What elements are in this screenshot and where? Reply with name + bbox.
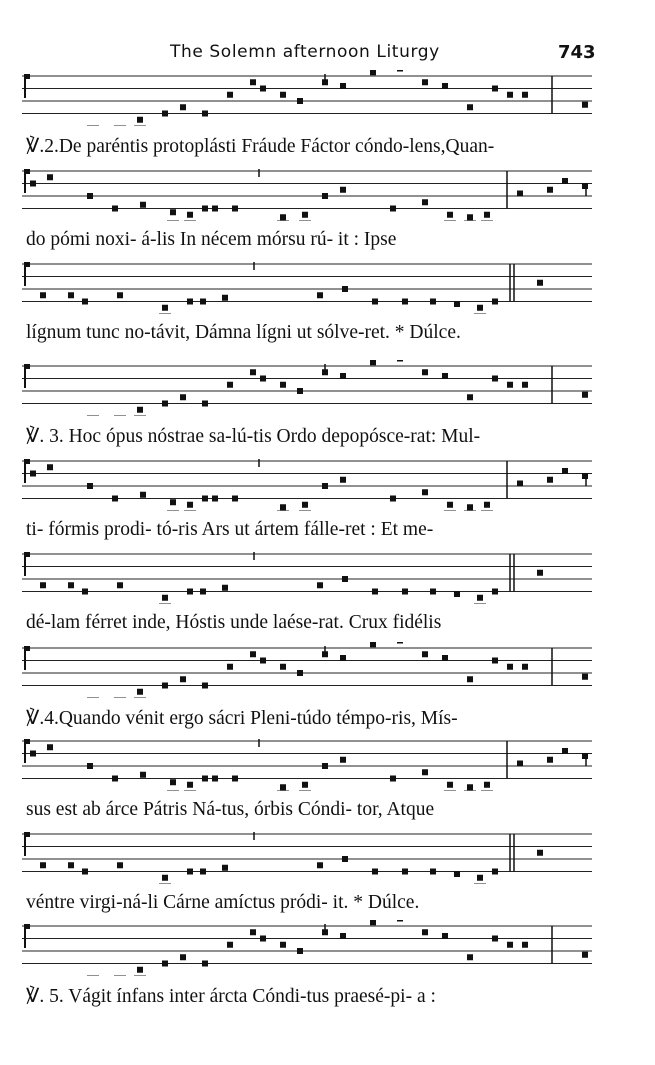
neume xyxy=(162,961,168,967)
lyric-line: sus est ab árce Pátris Ná-tus, órbis Cóndi- tor, Atque xyxy=(26,799,435,820)
neume xyxy=(547,187,553,193)
neume xyxy=(297,388,303,394)
neume xyxy=(370,920,376,925)
neume xyxy=(454,591,460,597)
neume xyxy=(260,86,266,92)
neume xyxy=(582,102,588,108)
neume xyxy=(140,492,146,498)
neume xyxy=(68,582,74,588)
neume xyxy=(492,869,498,875)
neume xyxy=(517,761,523,767)
neume xyxy=(402,589,408,595)
neume xyxy=(507,382,513,388)
neume xyxy=(422,769,428,775)
running-title: The Solemn afternoon Liturgy xyxy=(170,42,440,62)
neume xyxy=(297,948,303,954)
neume xyxy=(397,920,403,922)
staff xyxy=(22,828,592,884)
neume xyxy=(162,683,168,689)
neume xyxy=(484,502,490,508)
neume xyxy=(187,589,193,595)
neume xyxy=(250,369,256,375)
neume xyxy=(317,582,323,588)
neume xyxy=(47,464,53,470)
neume xyxy=(372,869,378,875)
neume xyxy=(467,104,473,110)
neume xyxy=(422,651,428,657)
c-clef-icon xyxy=(24,169,30,193)
neume xyxy=(232,206,238,212)
neume xyxy=(467,676,473,682)
neume xyxy=(117,582,123,588)
neume xyxy=(342,856,348,862)
neume xyxy=(222,865,228,871)
neume xyxy=(260,658,266,664)
neume xyxy=(467,954,473,960)
neume xyxy=(137,407,143,413)
neume xyxy=(422,489,428,495)
neume xyxy=(302,782,308,788)
neume xyxy=(212,776,218,782)
c-clef-icon xyxy=(24,364,30,388)
staff xyxy=(22,258,592,314)
neume xyxy=(507,664,513,670)
neume xyxy=(260,936,266,942)
neume xyxy=(112,776,118,782)
neume xyxy=(162,111,168,117)
neume xyxy=(372,299,378,305)
neume xyxy=(302,212,308,218)
neume xyxy=(547,477,553,483)
neume xyxy=(250,929,256,935)
staff xyxy=(22,70,592,126)
neume xyxy=(200,589,206,595)
neume xyxy=(322,763,328,769)
neume xyxy=(422,369,428,375)
neume xyxy=(484,212,490,218)
neume xyxy=(492,589,498,595)
neume xyxy=(187,299,193,305)
neume xyxy=(280,664,286,670)
neume xyxy=(202,776,208,782)
neume xyxy=(317,862,323,868)
neume xyxy=(492,86,498,92)
neume xyxy=(180,676,186,682)
neume xyxy=(170,779,176,785)
neume xyxy=(402,869,408,875)
neume xyxy=(250,79,256,85)
neume xyxy=(260,376,266,382)
neume xyxy=(522,92,528,98)
neume xyxy=(507,942,513,948)
neume xyxy=(112,206,118,212)
staff xyxy=(22,455,592,511)
neume xyxy=(397,642,403,644)
neume xyxy=(40,292,46,298)
neume xyxy=(477,595,483,601)
neume xyxy=(517,481,523,487)
neume xyxy=(422,199,428,205)
neume xyxy=(390,206,396,212)
neume xyxy=(442,373,448,379)
lyric-line: ℣.2.De paréntis protoplásti Fráude Fáctor cóndo-lens,Quan- xyxy=(26,136,495,157)
neume xyxy=(87,483,93,489)
lyric-line: ℣. 5. Vágit ínfans inter árcta Cóndi-tus praesé-pi- a : xyxy=(26,986,436,1007)
neume xyxy=(447,502,453,508)
neume xyxy=(447,782,453,788)
neume xyxy=(397,360,403,362)
neume xyxy=(582,392,588,398)
lyric-line: do pómi noxi- á-lis In nécem mórsu rú- it : Ipse xyxy=(26,229,397,250)
neume xyxy=(202,496,208,502)
neume xyxy=(467,214,473,220)
staff xyxy=(22,360,592,416)
lyric-line: véntre virgi-ná-li Cárne amíctus pródi- it. * Dúlce. xyxy=(26,892,420,913)
neume xyxy=(547,757,553,763)
neume xyxy=(162,401,168,407)
neume xyxy=(537,280,543,286)
neume xyxy=(340,757,346,763)
neume xyxy=(430,299,436,305)
neume xyxy=(222,295,228,301)
lyric-line: ti- fórmis prodi- tó-ris Ars ut ártem fálle-ret : Et me- xyxy=(26,519,434,540)
neume xyxy=(477,305,483,311)
neume xyxy=(562,178,568,184)
neume xyxy=(140,202,146,208)
neume xyxy=(170,209,176,215)
neume xyxy=(212,206,218,212)
c-clef-icon xyxy=(24,74,30,98)
neume xyxy=(232,496,238,502)
neume xyxy=(170,499,176,505)
neume xyxy=(180,104,186,110)
neume xyxy=(250,651,256,657)
neume xyxy=(422,79,428,85)
c-clef-icon xyxy=(24,262,30,286)
c-clef-icon xyxy=(24,646,30,670)
neume xyxy=(442,933,448,939)
neume xyxy=(522,942,528,948)
neume xyxy=(30,751,36,757)
neume xyxy=(340,655,346,661)
neume xyxy=(280,504,286,510)
neume xyxy=(68,292,74,298)
neume xyxy=(162,305,168,311)
neume xyxy=(200,869,206,875)
neume xyxy=(68,862,74,868)
neume xyxy=(454,871,460,877)
neume xyxy=(187,212,193,218)
neume xyxy=(137,689,143,695)
neume xyxy=(582,674,588,680)
neume xyxy=(187,782,193,788)
staff xyxy=(22,165,592,221)
neume xyxy=(40,582,46,588)
neume xyxy=(562,748,568,754)
neume xyxy=(442,655,448,661)
neume xyxy=(582,473,588,479)
neume xyxy=(507,92,513,98)
neume xyxy=(342,286,348,292)
neume xyxy=(297,98,303,104)
c-clef-icon xyxy=(24,552,30,576)
neume xyxy=(370,642,376,647)
neume xyxy=(492,376,498,382)
neume xyxy=(582,753,588,759)
neume xyxy=(454,301,460,307)
c-clef-icon xyxy=(24,459,30,483)
neume xyxy=(562,468,568,474)
neume xyxy=(317,292,323,298)
neume xyxy=(180,394,186,400)
neume xyxy=(492,299,498,305)
neume xyxy=(227,942,233,948)
c-clef-icon xyxy=(24,924,30,948)
neume xyxy=(202,401,208,407)
neume xyxy=(202,961,208,967)
neume xyxy=(180,954,186,960)
neume xyxy=(280,214,286,220)
neume xyxy=(484,782,490,788)
neume xyxy=(280,92,286,98)
lyric-line: ℣.4.Quando vénit ergo sácri Pleni-túdo témpo-ris, Mís- xyxy=(26,708,458,729)
neume xyxy=(340,477,346,483)
neume xyxy=(140,772,146,778)
page-header xyxy=(0,42,655,68)
neume xyxy=(340,933,346,939)
neume xyxy=(340,187,346,193)
neume xyxy=(202,111,208,117)
neume xyxy=(537,850,543,856)
c-clef-icon xyxy=(24,832,30,856)
neume xyxy=(222,585,228,591)
neume xyxy=(537,570,543,576)
neume xyxy=(517,191,523,197)
neume xyxy=(87,193,93,199)
neume xyxy=(372,589,378,595)
neume xyxy=(280,784,286,790)
neume xyxy=(322,483,328,489)
neume xyxy=(467,784,473,790)
neume xyxy=(47,174,53,180)
neume xyxy=(212,496,218,502)
neume xyxy=(370,70,376,75)
neume xyxy=(227,382,233,388)
neume xyxy=(187,502,193,508)
neume xyxy=(117,292,123,298)
neume xyxy=(82,589,88,595)
neume xyxy=(137,967,143,973)
neume xyxy=(200,299,206,305)
neume xyxy=(87,763,93,769)
neume xyxy=(422,929,428,935)
neume xyxy=(227,92,233,98)
c-clef-icon xyxy=(24,739,30,763)
neume xyxy=(492,936,498,942)
neume xyxy=(162,595,168,601)
neume xyxy=(40,862,46,868)
neume xyxy=(442,83,448,89)
neume xyxy=(467,504,473,510)
lyric-line: lígnum tunc no-távit, Dámna lígni ut sólve-ret. * Dúlce. xyxy=(26,322,461,343)
neume xyxy=(280,942,286,948)
neume xyxy=(30,471,36,477)
neume xyxy=(297,670,303,676)
neume xyxy=(82,299,88,305)
neume xyxy=(430,869,436,875)
neume xyxy=(467,394,473,400)
staff xyxy=(22,642,592,698)
neume xyxy=(187,869,193,875)
neume xyxy=(492,658,498,664)
neume xyxy=(202,683,208,689)
neume xyxy=(82,869,88,875)
neume xyxy=(340,373,346,379)
lyric-line: ℣. 3. Hoc ópus nóstrae sa-lú-tis Ordo depopósce-rat: Mul- xyxy=(26,426,481,447)
neume xyxy=(402,299,408,305)
neume xyxy=(322,193,328,199)
lyric-line: dé-lam férret inde, Hóstis unde laése-rat. Crux fidélis xyxy=(26,612,442,633)
page-number: 743 xyxy=(558,42,596,63)
neume xyxy=(582,183,588,189)
neume xyxy=(162,875,168,881)
neume xyxy=(370,360,376,365)
neume xyxy=(232,776,238,782)
neume xyxy=(202,206,208,212)
neume xyxy=(522,382,528,388)
neume xyxy=(280,382,286,388)
neume xyxy=(397,70,403,72)
neume xyxy=(342,576,348,582)
neume xyxy=(447,212,453,218)
neume xyxy=(137,117,143,123)
neume xyxy=(390,496,396,502)
neume xyxy=(47,744,53,750)
staff xyxy=(22,548,592,604)
neume xyxy=(390,776,396,782)
neume xyxy=(30,181,36,187)
neume xyxy=(477,875,483,881)
staff xyxy=(22,920,592,976)
neume xyxy=(522,664,528,670)
neume xyxy=(302,502,308,508)
neume xyxy=(430,589,436,595)
neume xyxy=(227,664,233,670)
neume xyxy=(117,862,123,868)
neume xyxy=(112,496,118,502)
neume xyxy=(340,83,346,89)
staff xyxy=(22,735,592,791)
neume xyxy=(582,952,588,958)
